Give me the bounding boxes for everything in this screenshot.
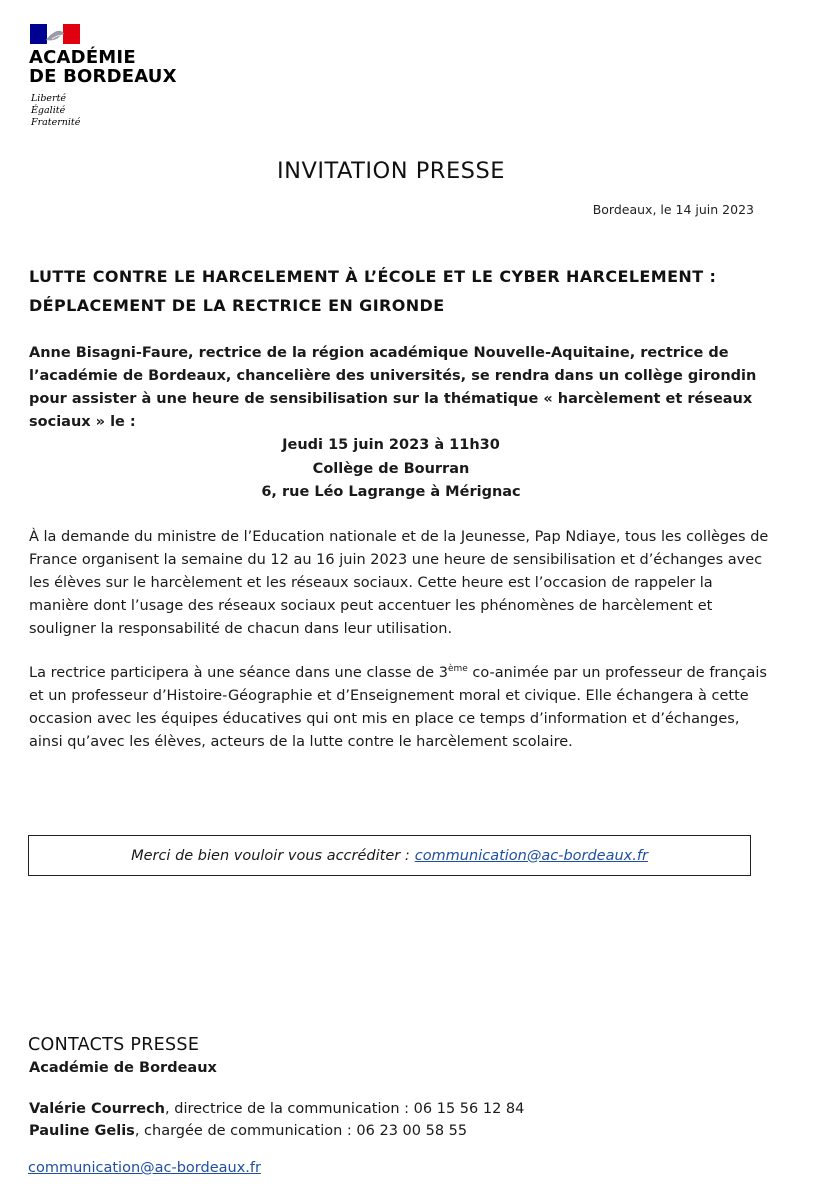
contacts-title: CONTACTS PRESSE — [28, 1035, 200, 1055]
motto-egalite: Égalité — [31, 105, 66, 116]
page-title: INVITATION PRESSE — [277, 158, 505, 184]
accreditation-text: Merci de bien vouloir vous accréditer : — [131, 847, 410, 864]
accreditation-email-link[interactable]: communication@ac-bordeaux.fr — [414, 847, 648, 864]
body-paragraph-2 — [29, 662, 769, 754]
accreditation-box — [28, 835, 751, 876]
body-paragraph-1: À la demande du ministre de l’Education nationale et de la Jeunesse, Pap Ndiaye, tous les collèges de France organisent la semaine du 12 au 16 juin 2023 une heure de sensibilisation et d’échanges avec les élèves sur le harcèlement et les réseaux sociaux. Cette heure est l’occasion de rappeler la manière dont l’usage des réseaux sociaux peut accentuer les phénomènes de harcèlement et souligner la responsabilité de chacun dans leur utilisation. — [29, 529, 769, 637]
contact-2-role: , chargée de communication : 06 23 00 58 55 — [134, 1123, 468, 1139]
contact-1-name: Valérie Courrech — [29, 1101, 166, 1117]
logo-name-line1: ACADÉMIE — [29, 47, 136, 68]
headline-line2: DÉPLACEMENT DE LA RECTRICE EN GIRONDE — [29, 296, 445, 315]
motto-fraternite: Fraternité — [31, 117, 81, 128]
contacts-org: Académie de Bordeaux — [29, 1060, 217, 1076]
event-details — [0, 434, 782, 505]
contact-person-2 — [29, 1123, 467, 1139]
marianne-flag-logo — [30, 24, 80, 44]
motto-liberte: Liberté — [31, 93, 67, 104]
contact-2-name: Pauline Gelis — [29, 1123, 135, 1139]
paragraph2-superscript: ème — [447, 664, 468, 675]
event-datetime: Jeudi 15 juin 2023 à 11h30 — [282, 437, 500, 453]
press-date: Bordeaux, le 14 juin 2023 — [592, 202, 754, 217]
paragraph2-after: co-animée par un professeur de français et un professeur d’Histoire-Géographie et d’Enseignement moral et civique. Elle échangera à cette occasion avec les équipes éducatives qui ont mis en place ce temps d’information et d’échanges, ainsi qu’avec les élèves, acteurs de la lutte contre le harcèlement scolaire. — [29, 665, 767, 750]
logo-name-line2: DE BORDEAUX — [29, 66, 177, 87]
contacts-email-link[interactable]: communication@ac-bordeaux.fr — [28, 1160, 261, 1176]
headline-line1: LUTTE CONTRE LE HARCELEMENT À L’ÉCOLE ET LE CYBER HARCELEMENT : — [29, 267, 717, 286]
event-place: Collège de Bourran — [312, 460, 470, 477]
headline — [29, 262, 769, 320]
paragraph2-before: La rectrice participera à une séance dans une classe de 3 — [29, 665, 448, 681]
event-address: 6, rue Léo Lagrange à Mérignac — [261, 484, 521, 500]
intro-paragraph: Anne Bisagni-Faure, rectrice de la région académique Nouvelle-Aquitaine, rectrice de l’académie de Bordeaux, chancelière des universités, se rendra dans un collège girondin pour assister à une heure de sensibilisation sur la thématique « harcèlement et réseaux sociaux » le : — [29, 345, 757, 430]
contact-person-1 — [29, 1101, 524, 1117]
contact-1-role: , directrice de la communication : 06 15 56 12 84 — [165, 1101, 525, 1117]
